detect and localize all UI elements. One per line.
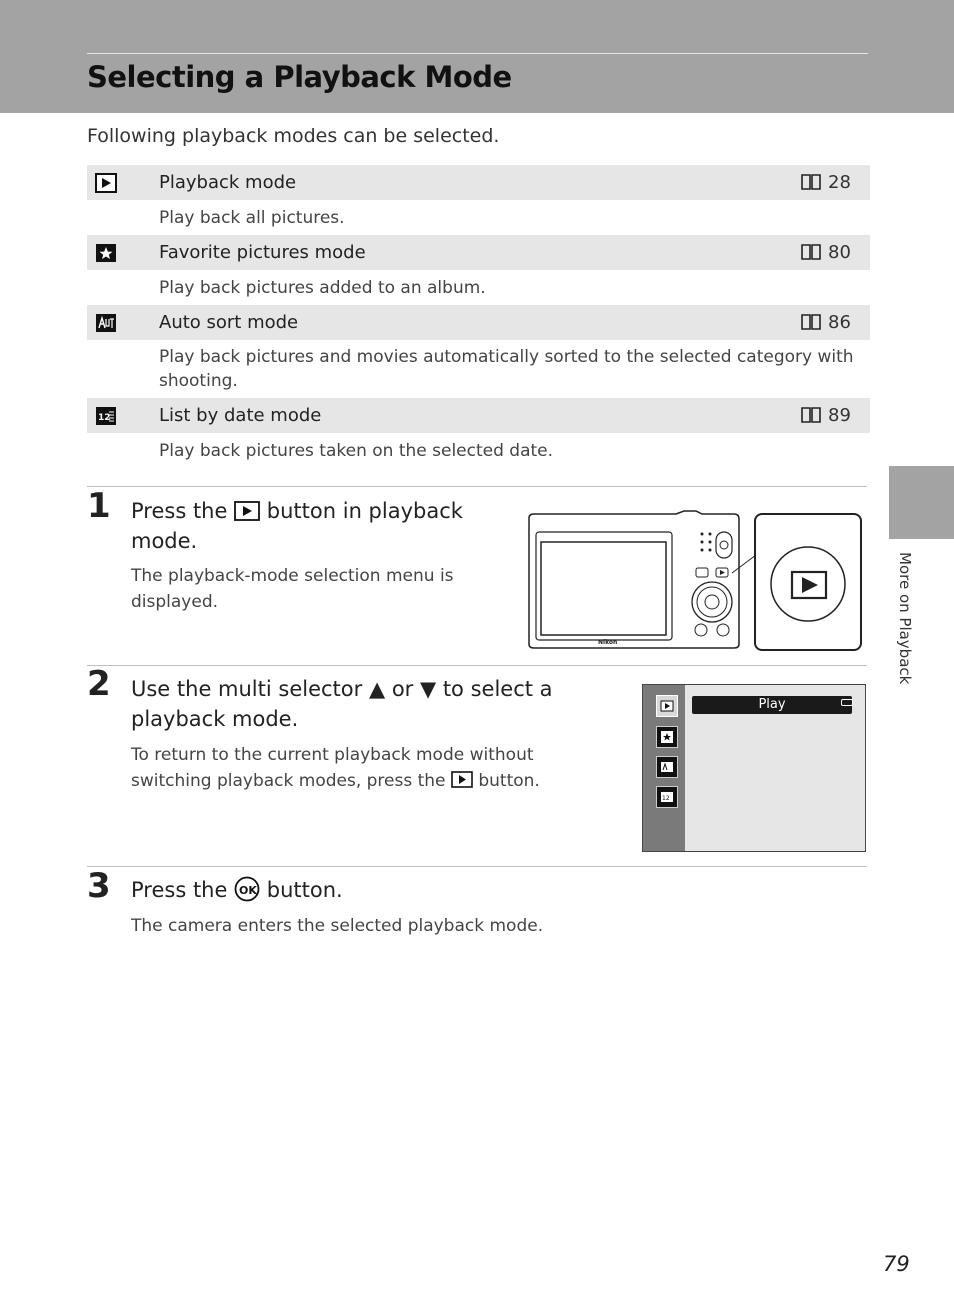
mode-row — [87, 165, 870, 200]
battery-icon — [841, 699, 853, 706]
mode-desc-row — [87, 270, 870, 305]
step-divider — [87, 486, 867, 487]
screen-auto-sort-icon[interactable] — [656, 756, 678, 778]
step-title: Use the multi selector ▲ or ▼ to select a playback mode. — [131, 677, 553, 731]
step-number: 1 — [87, 486, 111, 526]
book-icon — [800, 407, 822, 423]
screen-playback-icon[interactable] — [656, 695, 678, 717]
page-reference: 86 — [828, 312, 851, 333]
auto-sort-icon — [95, 313, 117, 333]
step-description: The camera enters the selected playback mode. — [131, 916, 544, 936]
intro-text: Following playback modes can be selected. — [87, 125, 500, 147]
step-description: The playback-mode selection menu is displayed. — [131, 566, 454, 612]
step-number: 3 — [87, 866, 111, 906]
book-icon — [800, 174, 822, 190]
camera-back-illustration — [526, 510, 864, 652]
step-number: 2 — [87, 664, 111, 704]
page-title: Selecting a Playback Mode — [87, 60, 512, 94]
mode-desc-row — [87, 340, 870, 398]
camera-screen-mockup — [642, 684, 866, 852]
ok-button-icon — [234, 876, 260, 902]
svg-text:12: 12 — [98, 412, 111, 423]
page-number: 79 — [883, 1252, 910, 1276]
calendar-icon — [95, 406, 117, 426]
mode-row — [87, 235, 870, 270]
screen-menu-title: Play — [692, 696, 852, 714]
page-reference: 80 — [828, 242, 851, 263]
page-reference: 28 — [828, 172, 851, 193]
mode-description: Play back pictures taken on the selected date. — [159, 440, 554, 461]
side-tab-label: More on Playback — [896, 552, 914, 685]
side-tab — [889, 466, 954, 539]
step-divider — [87, 665, 867, 666]
screen-icon-column — [643, 685, 685, 851]
playback-button-icon — [451, 771, 473, 788]
favorite-star-icon — [95, 243, 117, 263]
mode-desc-row — [87, 200, 870, 235]
playback-button-icon — [234, 501, 260, 521]
mode-row — [87, 398, 870, 433]
step-divider — [87, 866, 867, 867]
up-arrow-icon: ▲ — [368, 677, 386, 701]
modes-table — [87, 165, 870, 468]
svg-text:OK: OK — [239, 884, 257, 897]
book-icon — [800, 314, 822, 330]
mode-name: Playback mode — [159, 165, 800, 200]
mode-description: Play back pictures and movies automatically sorted to the selected category with shooting. — [159, 347, 854, 391]
mode-desc-row — [87, 433, 870, 468]
camera-brand: Nikon — [598, 639, 618, 646]
header-rule — [87, 53, 868, 54]
mode-description: Play back pictures added to an album. — [159, 277, 486, 298]
mode-description: Play back all pictures. — [159, 207, 345, 228]
mode-name: List by date mode — [159, 398, 800, 433]
down-arrow-icon: ▼ — [419, 677, 437, 701]
step-title: Press the OK button. — [131, 878, 343, 902]
mode-row — [87, 305, 870, 340]
step-title: Press the button in playback mode. — [131, 499, 463, 553]
playback-icon — [95, 173, 117, 193]
screen-calendar-icon[interactable] — [656, 786, 678, 808]
svg-text:12: 12 — [662, 795, 670, 802]
step-description: To return to the current playback mode without switching playback modes, press the button. — [131, 745, 540, 791]
screen-favorite-icon[interactable] — [656, 726, 678, 748]
page-reference: 89 — [828, 405, 851, 426]
header-band — [0, 0, 954, 113]
mode-name: Auto sort mode — [159, 305, 800, 340]
mode-name: Favorite pictures mode — [159, 235, 800, 270]
book-icon — [800, 244, 822, 260]
